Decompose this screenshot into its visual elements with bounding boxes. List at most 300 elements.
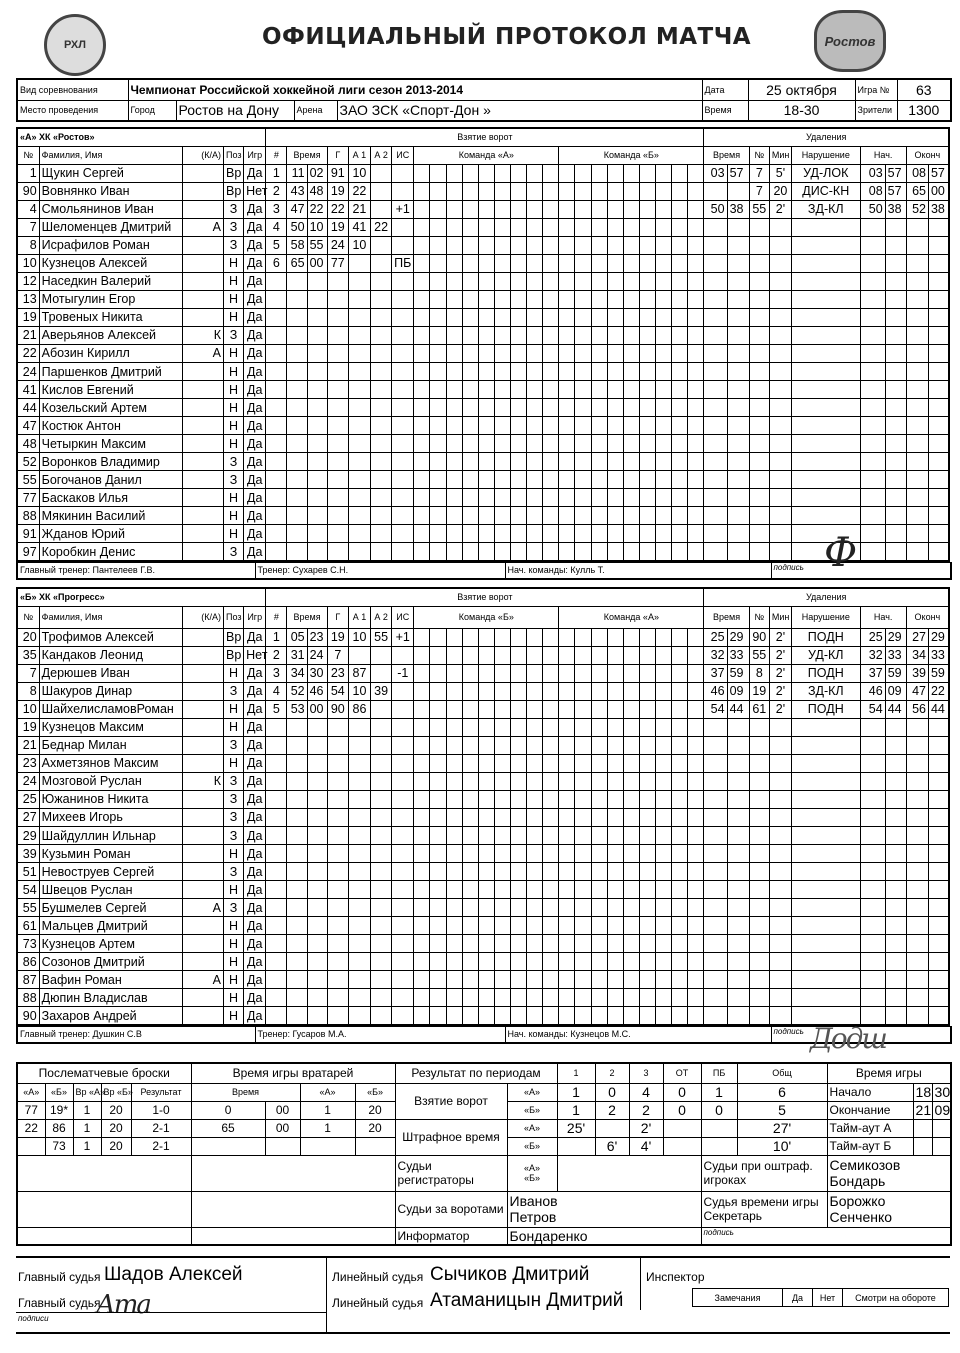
- table-cell: [591, 381, 607, 399]
- table-cell: 1: [266, 628, 287, 646]
- table-cell: [623, 700, 639, 718]
- table-cell: Да: [244, 308, 266, 326]
- table-cell: [885, 344, 906, 362]
- table-cell: [327, 308, 348, 326]
- table-cell: [494, 628, 510, 646]
- table-cell: [430, 543, 446, 561]
- reg-label: Судьи регистраторы: [395, 1155, 507, 1191]
- table-cell: [623, 736, 639, 754]
- table-cell: [885, 754, 906, 772]
- table-cell: 10: [307, 218, 327, 236]
- team-b-penalties-header: Удаления: [704, 588, 949, 606]
- table-cell: [769, 808, 791, 826]
- table-row: [17, 254, 949, 272]
- table-cell: 22: [928, 682, 949, 700]
- table-cell: [478, 1007, 494, 1025]
- table-cell: [591, 754, 607, 772]
- table-cell: [543, 917, 559, 935]
- table-row: [17, 417, 949, 435]
- table-cell: [266, 1007, 287, 1025]
- table-cell: [639, 381, 655, 399]
- remarks-no[interactable]: Нет: [813, 1289, 843, 1307]
- table-cell: [348, 917, 370, 935]
- table-cell: [287, 881, 307, 899]
- table-cell: [885, 254, 906, 272]
- table-cell: Кузнецов Алексей: [39, 254, 182, 272]
- table-cell: [446, 489, 462, 507]
- goals-b-total: 5: [737, 1101, 827, 1119]
- col-is: ИС: [392, 146, 414, 164]
- table-cell: Нет: [244, 646, 266, 664]
- col-goal-num: #: [266, 146, 287, 164]
- goals-a-p2: 0: [595, 1083, 629, 1101]
- table-cell: [655, 272, 671, 290]
- col-a2: А 2: [371, 146, 392, 164]
- table-cell: [430, 290, 446, 308]
- shootout-col-gka: Вр «А»: [73, 1083, 101, 1101]
- table-cell: Богочанов Данил: [39, 471, 182, 489]
- table-cell: З: [223, 808, 243, 826]
- table-cell: [348, 308, 370, 326]
- table-cell: [478, 772, 494, 790]
- table-cell: [885, 827, 906, 845]
- table-row: [17, 772, 949, 790]
- table-cell: [478, 272, 494, 290]
- table-cell: [392, 182, 414, 200]
- start-time: 18-30: [748, 100, 855, 121]
- table-cell: Тровеных Никита: [39, 308, 182, 326]
- table-cell: [727, 736, 749, 754]
- table-cell: [287, 417, 307, 435]
- table-cell: [510, 628, 526, 646]
- table-cell: [704, 272, 727, 290]
- table-cell: [527, 435, 543, 453]
- table-cell: [623, 363, 639, 381]
- table-cell: [494, 917, 510, 935]
- table-cell: Да: [244, 917, 266, 935]
- table-cell: [527, 471, 543, 489]
- table-cell: [639, 772, 655, 790]
- table-cell: Да: [244, 489, 266, 507]
- table-cell: [266, 417, 287, 435]
- table-cell: Вафин Роман: [39, 971, 182, 989]
- table-cell: 2: [266, 646, 287, 664]
- table-cell: [446, 399, 462, 417]
- table-cell: [307, 953, 327, 971]
- table-cell: [307, 399, 327, 417]
- table-cell: 59: [727, 664, 749, 682]
- table-cell: [559, 182, 575, 200]
- table-cell: 2': [769, 700, 791, 718]
- table-cell: [510, 272, 526, 290]
- goal-judge-1: Иванов: [509, 1193, 558, 1209]
- table-cell: [414, 182, 430, 200]
- table-cell: [860, 507, 885, 525]
- shootout-cell: 20: [101, 1137, 131, 1155]
- table-cell: [430, 682, 446, 700]
- table-cell: 35: [17, 646, 39, 664]
- table-cell: [494, 935, 510, 953]
- table-cell: [688, 200, 704, 218]
- table-cell: [348, 435, 370, 453]
- table-cell: [591, 863, 607, 881]
- table-cell: [591, 1007, 607, 1025]
- team-a-head: Нач. команды: Кулль Т.: [505, 563, 771, 579]
- table-cell: [607, 471, 623, 489]
- table-cell: 23: [327, 664, 348, 682]
- table-cell: Кузьмин Роман: [39, 845, 182, 863]
- table-cell: [792, 236, 860, 254]
- table-cell: [414, 682, 430, 700]
- table-cell: [607, 254, 623, 272]
- table-cell: Н: [223, 525, 243, 543]
- shootout-col-b: «Б»: [45, 1083, 73, 1101]
- table-cell: [575, 790, 591, 808]
- table-cell: [430, 790, 446, 808]
- table-cell: [792, 399, 860, 417]
- table-cell: [655, 628, 671, 646]
- table-cell: [688, 254, 704, 272]
- table-cell: [371, 772, 392, 790]
- period-so-head: ПБ: [701, 1063, 737, 1083]
- table-cell: [591, 772, 607, 790]
- table-cell: [392, 164, 414, 182]
- shootout-cell: 19*: [45, 1101, 73, 1119]
- table-cell: [575, 381, 591, 399]
- table-cell: [885, 453, 906, 471]
- table-cell: [769, 827, 791, 845]
- table-cell: [769, 525, 791, 543]
- table-cell: [623, 754, 639, 772]
- table-cell: [688, 507, 704, 525]
- table-cell: [307, 827, 327, 845]
- table-cell: [430, 754, 446, 772]
- table-cell: [287, 953, 307, 971]
- team-a-sign-label: подпись: [771, 563, 951, 579]
- goals-a-total: 6: [737, 1083, 827, 1101]
- table-cell: [494, 399, 510, 417]
- table-cell: [704, 736, 727, 754]
- table-cell: [446, 236, 462, 254]
- pen-a-p3: 2': [629, 1119, 663, 1137]
- period-total-head: Общ: [737, 1063, 827, 1083]
- table-cell: Н: [223, 399, 243, 417]
- table-cell: [510, 971, 526, 989]
- table-row: [17, 899, 949, 917]
- col-ka: (К/А): [182, 146, 223, 164]
- table-cell: [639, 808, 655, 826]
- goals-b-ot: 0: [663, 1101, 701, 1119]
- table-cell: [639, 971, 655, 989]
- table-cell: [182, 881, 223, 899]
- table-cell: [704, 236, 727, 254]
- table-row: [17, 453, 949, 471]
- table-cell: [672, 935, 688, 953]
- table-cell: [430, 718, 446, 736]
- table-cell: [704, 953, 727, 971]
- table-cell: [906, 489, 928, 507]
- table-row: [17, 272, 949, 290]
- table-cell: [478, 200, 494, 218]
- table-cell: [478, 525, 494, 543]
- table-cell: [906, 971, 928, 989]
- table-cell: [607, 700, 623, 718]
- table-cell: [704, 471, 727, 489]
- table-cell: [462, 381, 478, 399]
- table-cell: 41: [348, 218, 370, 236]
- table-cell: [727, 363, 749, 381]
- gametime-title: Время игры: [827, 1063, 951, 1083]
- table-cell: [494, 971, 510, 989]
- col-team-a: Команда «А»: [414, 146, 559, 164]
- table-cell: [510, 507, 526, 525]
- table-cell: [392, 989, 414, 1007]
- table-cell: Вр: [223, 182, 243, 200]
- table-cell: [655, 935, 671, 953]
- signs-label: подписи: [18, 1314, 49, 1323]
- table-cell: [430, 917, 446, 935]
- table-cell: [591, 664, 607, 682]
- table-cell: Нет: [244, 182, 266, 200]
- table-cell: [769, 453, 791, 471]
- summary-table: [16, 1062, 952, 1246]
- table-cell: [371, 453, 392, 471]
- table-cell: Н: [223, 417, 243, 435]
- table-cell: [769, 1007, 791, 1025]
- shootout-col-gkb: Вр «Б»: [101, 1083, 131, 1101]
- table-cell: [672, 164, 688, 182]
- table-cell: [462, 344, 478, 362]
- table-cell: Да: [244, 845, 266, 863]
- table-cell: [371, 381, 392, 399]
- table-cell: [792, 917, 860, 935]
- table-cell: [607, 326, 623, 344]
- timeout-b-label: Тайм-аут Б: [827, 1137, 913, 1155]
- table-cell: [749, 435, 769, 453]
- table-cell: [462, 254, 478, 272]
- table-cell: [749, 525, 769, 543]
- table-cell: [414, 664, 430, 682]
- table-cell: [623, 989, 639, 1007]
- table-cell: [607, 718, 623, 736]
- table-cell: [371, 308, 392, 326]
- table-cell: [494, 308, 510, 326]
- table-cell: [655, 453, 671, 471]
- table-cell: 22: [327, 200, 348, 218]
- table-cell: Н: [223, 989, 243, 1007]
- table-row: [17, 628, 949, 646]
- table-cell: 27: [906, 628, 928, 646]
- table-cell: [307, 489, 327, 507]
- table-cell: [462, 953, 478, 971]
- table-cell: [906, 525, 928, 543]
- table-cell: Н: [223, 272, 243, 290]
- table-cell: [182, 200, 223, 218]
- table-cell: [749, 381, 769, 399]
- table-cell: [527, 772, 543, 790]
- table-cell: [510, 254, 526, 272]
- table-cell: Воронков Владимир: [39, 453, 182, 471]
- table-cell: [559, 471, 575, 489]
- table-cell: [462, 808, 478, 826]
- table-cell: 57: [885, 182, 906, 200]
- table-cell: [478, 754, 494, 772]
- table-cell: [527, 363, 543, 381]
- table-cell: [906, 935, 928, 953]
- table-cell: 10: [348, 628, 370, 646]
- table-cell: [769, 236, 791, 254]
- table-cell: [182, 664, 223, 682]
- table-cell: [446, 718, 462, 736]
- table-cell: [307, 381, 327, 399]
- team-a-table: [16, 127, 950, 562]
- table-cell: [327, 290, 348, 308]
- table-cell: [672, 218, 688, 236]
- col-pen-end: Оконч: [906, 146, 949, 164]
- table-cell: 21: [17, 736, 39, 754]
- table-cell: [430, 700, 446, 718]
- table-cell: [414, 236, 430, 254]
- table-cell: [348, 417, 370, 435]
- table-cell: 25: [17, 790, 39, 808]
- table-cell: [655, 218, 671, 236]
- table-cell: Созонов Дмитрий: [39, 953, 182, 971]
- table-cell: [446, 736, 462, 754]
- table-cell: [392, 863, 414, 881]
- table-cell: Да: [244, 543, 266, 561]
- remarks-yes[interactable]: Да: [783, 1289, 813, 1307]
- table-cell: [928, 272, 949, 290]
- arena: ЗАО ЗСК «Спорт-Дон »: [337, 100, 702, 121]
- table-cell: [559, 808, 575, 826]
- pen-a-label: «А»: [507, 1119, 557, 1137]
- table-cell: [371, 435, 392, 453]
- table-cell: [543, 953, 559, 971]
- col-goal: Г: [327, 146, 348, 164]
- table-cell: 90: [17, 182, 39, 200]
- divider: [640, 1258, 641, 1310]
- table-cell: [414, 628, 430, 646]
- table-cell: [704, 381, 727, 399]
- table-cell: [792, 772, 860, 790]
- team-b-sign-label: подпись: [771, 1027, 951, 1043]
- table-row: [17, 827, 949, 845]
- table-cell: [885, 845, 906, 863]
- table-cell: [446, 308, 462, 326]
- table-cell: Да: [244, 772, 266, 790]
- table-cell: [348, 507, 370, 525]
- table-cell: [655, 489, 671, 507]
- table-cell: [639, 628, 655, 646]
- club-logo-text: Ростов: [824, 33, 876, 49]
- table-cell: 2': [769, 664, 791, 682]
- table-row: [17, 435, 949, 453]
- table-cell: [510, 363, 526, 381]
- table-cell: [392, 218, 414, 236]
- table-cell: [575, 863, 591, 881]
- table-cell: [672, 489, 688, 507]
- table-cell: [510, 1007, 526, 1025]
- table-cell: [371, 700, 392, 718]
- table-cell: [510, 899, 526, 917]
- table-cell: 25: [860, 628, 885, 646]
- table-cell: [559, 308, 575, 326]
- table-cell: [446, 971, 462, 989]
- table-cell: ЗД-КЛ: [792, 200, 860, 218]
- table-cell: [414, 164, 430, 182]
- table-cell: [688, 399, 704, 417]
- table-cell: [371, 971, 392, 989]
- table-cell: Кислов Евгений: [39, 381, 182, 399]
- table-cell: [446, 164, 462, 182]
- table-cell: [672, 971, 688, 989]
- table-cell: [327, 718, 348, 736]
- table-cell: [478, 971, 494, 989]
- table-cell: [655, 664, 671, 682]
- table-cell: [287, 453, 307, 471]
- table-cell: [494, 182, 510, 200]
- table-cell: 19: [749, 682, 769, 700]
- competition-label: Вид соревнования: [17, 79, 128, 100]
- table-cell: Да: [244, 881, 266, 899]
- table-cell: 24: [17, 363, 39, 381]
- table-cell: [543, 200, 559, 218]
- table-cell: [543, 754, 559, 772]
- table-cell: [792, 471, 860, 489]
- table-cell: 29: [727, 628, 749, 646]
- table-cell: 57: [928, 164, 949, 182]
- table-cell: 8: [749, 664, 769, 682]
- table-cell: [591, 917, 607, 935]
- team-a-title: «А» ХК «Ростов»: [17, 128, 266, 146]
- table-cell: [478, 254, 494, 272]
- table-cell: +1: [392, 628, 414, 646]
- table-cell: [559, 507, 575, 525]
- table-cell: 19: [327, 182, 348, 200]
- table-cell: [414, 899, 430, 917]
- pen-a-so: [701, 1119, 737, 1137]
- table-cell: [639, 507, 655, 525]
- table-cell: [266, 917, 287, 935]
- table-cell: [430, 863, 446, 881]
- pen-judge-1: Семикозов: [829, 1157, 901, 1173]
- table-cell: [860, 863, 885, 881]
- table-cell: [327, 772, 348, 790]
- table-cell: [527, 718, 543, 736]
- col-pos: Поз: [223, 606, 243, 628]
- table-cell: [559, 381, 575, 399]
- table-cell: [414, 646, 430, 664]
- pen-a-p2: [595, 1119, 629, 1137]
- table-cell: Ахметзянов Максим: [39, 754, 182, 772]
- table-cell: [543, 899, 559, 917]
- goals-b-p2: 2: [595, 1101, 629, 1119]
- table-cell: [494, 435, 510, 453]
- table-cell: [749, 290, 769, 308]
- table-cell: [928, 790, 949, 808]
- table-cell: [607, 935, 623, 953]
- table-cell: [639, 917, 655, 935]
- table-cell: [430, 182, 446, 200]
- table-cell: [928, 845, 949, 863]
- table-cell: [672, 628, 688, 646]
- end-mm: 09: [932, 1101, 951, 1119]
- table-cell: [182, 272, 223, 290]
- col-goal-time: Время: [287, 146, 327, 164]
- table-cell: Да: [244, 700, 266, 718]
- team-a-block: [16, 127, 950, 580]
- table-cell: [591, 935, 607, 953]
